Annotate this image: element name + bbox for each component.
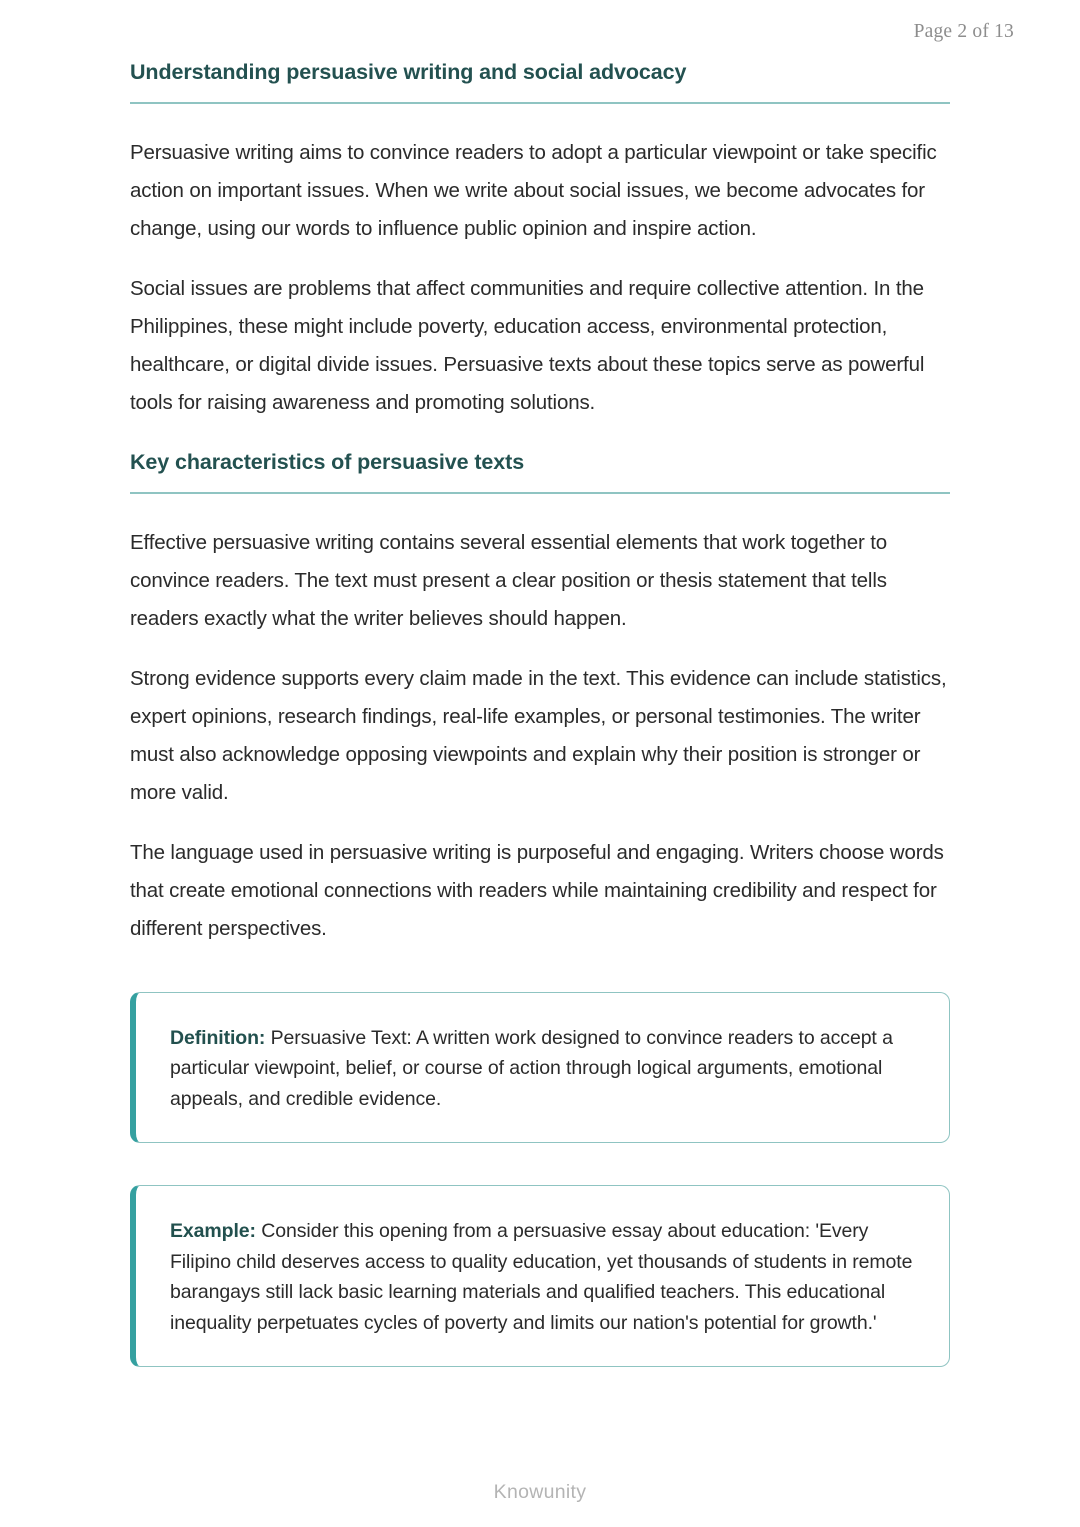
paragraph: The language used in persuasive writing is purposeful and engaging. Writers choose words that create emotional connections with readers while maintaining credibility and respect for different perspectives. bbox=[130, 840, 944, 940]
example-label: Example: bbox=[170, 1220, 256, 1243]
section-one bbox=[130, 60, 950, 104]
section-heading-key-characteristics: Key characteristics of persuasive texts bbox=[130, 450, 950, 494]
paragraph: Persuasive writing aims to convince readers to adopt a particular viewpoint or take specific action on important issues. When we write about social issues, we become advocates for change, using our words to influence public opinion and inspire action. bbox=[130, 140, 937, 240]
document-content bbox=[130, 60, 950, 1367]
definition-body: Persuasive Text: A written work designed to convince readers to accept a particular viewpoint, belief, or course of action through logical arguments, emotional appeals, and credible evidence. bbox=[170, 1026, 893, 1110]
example-body: Consider this opening from a persuasive essay about education: 'Every Filipino child deserves access to quality education, yet thousands of students in remote barangays still lack basic learning materials and qualified teachers. This educational inequality perpetuates cycles of poverty and limits our nation's potential for growth.' bbox=[170, 1220, 913, 1334]
example-callout bbox=[130, 1185, 950, 1367]
definition-callout bbox=[130, 992, 950, 1144]
page-number-indicator: Page 2 of 13 bbox=[913, 21, 1014, 42]
definition-label: Definition: bbox=[170, 1026, 266, 1049]
example-callout-text bbox=[170, 1216, 919, 1338]
section-heading-understanding-persuasive-writing: Understanding persuasive writing and social advocacy bbox=[130, 60, 950, 104]
paragraph: Social issues are problems that affect communities and require collective attention. In the Philippines, these might include poverty, education access, environmental protection, healthcare, or digital divide issues. Persuasive texts about these topics serve as powerful tools for raising awareness and promoting solutions. bbox=[130, 276, 925, 414]
section-two bbox=[130, 450, 950, 494]
footer-watermark: Knowunity bbox=[493, 1481, 587, 1503]
definition-callout-text bbox=[170, 1023, 919, 1115]
paragraph: Strong evidence supports every claim made in the text. This evidence can include statistics, expert opinions, research findings, real-life examples, or personal testimonies. The writer must also acknowledge opposing viewpoints and explain why their position is stronger or more valid. bbox=[130, 666, 947, 804]
section-one-paragraphs bbox=[130, 134, 950, 422]
section-two-paragraphs bbox=[130, 524, 950, 948]
paragraph: Effective persuasive writing contains several essential elements that work together to convince readers. The text must present a clear position or thesis statement that tells readers exactly what the writer believes should happen. bbox=[130, 530, 888, 630]
